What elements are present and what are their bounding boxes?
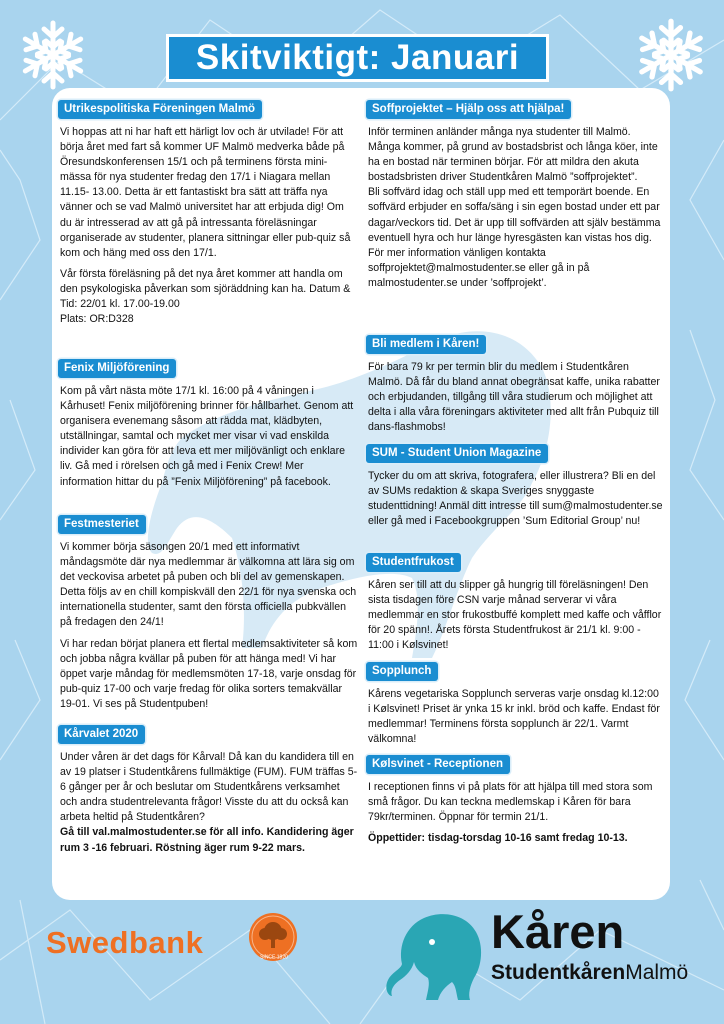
karen-wordmark: Kåren [491, 905, 625, 958]
paragraph: För bara 79 kr per termin blir du medlem i Studentkåren Malmö. Då får du bland annat obegränsat kaffe, unika rabatter och erbjudanden, tillgång till våra studierum och möjlighet att delta i alla våra föreningars aktiviteter med allt från Pubquiz till dans-flashmobs! [368, 361, 660, 434]
karen-logo [384, 904, 689, 1004]
paragraph: Tycker du om att skriva, fotografera, eller illustrera? Bli en del av SUMs redaktion & skapa Sveriges snyggaste studenttidning! Anmäl ditt intresse till sum@malmostudenter.se eller gå med i Facebookgruppen ’Sum Editorial Group’ nu! [368, 470, 663, 528]
karen-subtitle-light: Malmö [625, 961, 689, 984]
section-header: Soffprojektet – Hjälp oss att hjälpa! [366, 100, 571, 119]
section-fenix [58, 358, 358, 496]
snowflake-icon [632, 16, 710, 94]
section-uf-malmo [58, 99, 358, 333]
section-karvalet [58, 724, 358, 862]
section-header: Bli medlem i Kåren! [366, 335, 486, 354]
snowflake-icon [16, 18, 90, 92]
section-header: Utrikespolitiska Föreningen Malmö [58, 100, 262, 119]
content-panel [52, 88, 670, 900]
section-header: Fenix Miljöförening [58, 359, 176, 378]
section-soffprojektet [366, 99, 664, 297]
section-festmesteriet [58, 514, 358, 718]
section-header: Festmesteriet [58, 515, 146, 534]
section-header: Sopplunch [366, 662, 438, 681]
svg-text:SINCE 1820: SINCE 1820 [260, 954, 288, 960]
paragraph: Under våren är det dags för Kårval! Då kan du kandidera till en av 19 platser i Studentkårens fullmäktige (FUM). FUM träffas 5-6 gånger per år och beslutar om Studentkårens verksamhet och andra studentrelevanta frågor! Visste du att du också kan arbeta heltid på Studentkåren? [60, 751, 358, 824]
section-header: Kårvalet 2020 [58, 725, 145, 744]
section-kolsvinet [366, 754, 664, 852]
section-header: Studentfrukost [366, 553, 461, 572]
paragraph: Kom på vårt nästa möte 17/1 kl. 16:00 på 4 våningen i Kårhuset! Fenix miljöförening brinner för hållbarhet. Genom att organisera evenemang såsom att rädda mat, klädbyten, utställningar, samtal och mycket mer visar vi vad enskilda individer kan göra för att leva ett mer miljövänligt och enklare liv. Gå med i rörelsen och gå med i Fenix Crew! Mer information hittar du på ”Fenix Miljöförening” på facebook. [60, 385, 354, 488]
page-title: Skitviktigt: Januari [195, 38, 520, 77]
paragraph: Inför terminen anländer många nya studenter till Malmö. Många kommer, på grund av bostadsbrist och långa köer, inte ha en bostad när terminen börjar. För att mildra den akuta bostadsbristen driver Studentkåren Malmö ”soffprojektet”. Bli soffvärd idag och ställ upp med ett temporärt boende. En soffvärd erbjuder en soffa/säng i sin egen bostad under ett par dagar/veckors tid. Det är upp till soffvärden att själv bestämma eventuell hyra och hur länge hyresgästen kan vistas hos dig. För mer information vänligen kontakta soffprojektet@malmostudenter.se eller gå in på malmostudenter.se under ’soffprojekt’. [368, 126, 661, 289]
section-studentfrukost [366, 552, 664, 659]
mammoth-icon [384, 908, 488, 1004]
section-bli-medlem [366, 334, 664, 441]
paragraph: Vi har redan börjat planera ett flertal medlemsaktiviteter så kom och jobba några kvällar på puben för att hänga med! Vi har öppet varje måndag för medlemsmöten 17-18, varje onsdag för pub-quiz 17-00 och varje fredag för olika sorters temakvällar 19-01. Vi ses på Studentpuben! [60, 637, 358, 710]
section-header: Kølsvinet - Receptionen [366, 755, 510, 774]
swedbank-logo [46, 925, 203, 961]
karen-subtitle [491, 961, 688, 985]
section-sopplunch [366, 661, 664, 753]
bold-paragraph: Öppettider: tisdag-torsdag 10-16 samt fredag 10-13. [368, 832, 628, 845]
paragraph: Vår första föreläsning på det nya året kommer att handla om den psykologiska påverkan som sjöräddning kan ha. Datum & Tid: 22/01 kl. 17.00-19.00 Plats: OR:D328 [60, 267, 351, 326]
bold-paragraph: Gå till val.malmostudenter.se för all info. Kandidering äger rum 3 -16 februari. Röstning äger rum 9-22 mars. [60, 826, 354, 854]
swedbank-emblem-text [260, 952, 288, 960]
section-sum [366, 443, 664, 535]
paragraph: I receptionen finns vi på plats för att hjälpa till med stora som små frågor. Du kan teckna medlemskap i Kåren för bara 79kr/terminen. Öppnar för termin 21/1. [368, 781, 653, 824]
swedbank-wordmark: Swedbank [46, 925, 204, 960]
paragraph: Kåren ser till att du slipper gå hungrig till föreläsningen! Den sista tisdagen före CSN varje månad serverar vi våra medlemmar en stor frukostbuffé komplett med kaffe och våfflor för 20 spänn!. Årets första Studentfrukost är 21/1 kl. 9:00 - 11:00 i Kølsvinet! [368, 579, 662, 652]
page-title-box [166, 34, 549, 82]
section-header: SUM - Student Union Magazine [366, 444, 548, 463]
karen-subtitle-bold: Studentkåren [491, 961, 626, 984]
paragraph: Kårens vegetariska Sopplunch serveras varje onsdag kl.12:00 i Kølsvinet! Priset är ynka 15 kr inkl. bröd och kaffe. Endast för medlemmar! Terminens första sopplunch är 22/1. Varmt välkomna! [368, 688, 660, 746]
paragraph: Vi hoppas att ni har haft ett härligt lov och är utvilade! För att börja året med fart så kommer UF Malmö medverka både på Öresundskonferensen 15/1 och på terminens första mini-mässa för nya studenter fredag den 17/1 i Niagara mellan 11.15- 13.00. Detta är ett fantastiskt bra sätt att träffa nya vänner och se vad Malmö universitet har att erbjuda dig! Om du är intresserad av att gå på intressanta föreläsningar organiserade av studenter, planera sittningar eller pub-quiz så kom och häng med oss den 17/1. [60, 126, 351, 259]
paragraph: Vi kommer börja säsongen 20/1 med ett informativt måndagsmöte där nya medlemmar är välkomna att lära sig om det veckovisa arbetet på puben och bli del av gemenskapen. Detta följs av en chill kompiskväll den 22/1 för nya svenska och internationella studenter, samt den första officiella pubkvällen på fredagen den 24/1! [60, 541, 357, 629]
